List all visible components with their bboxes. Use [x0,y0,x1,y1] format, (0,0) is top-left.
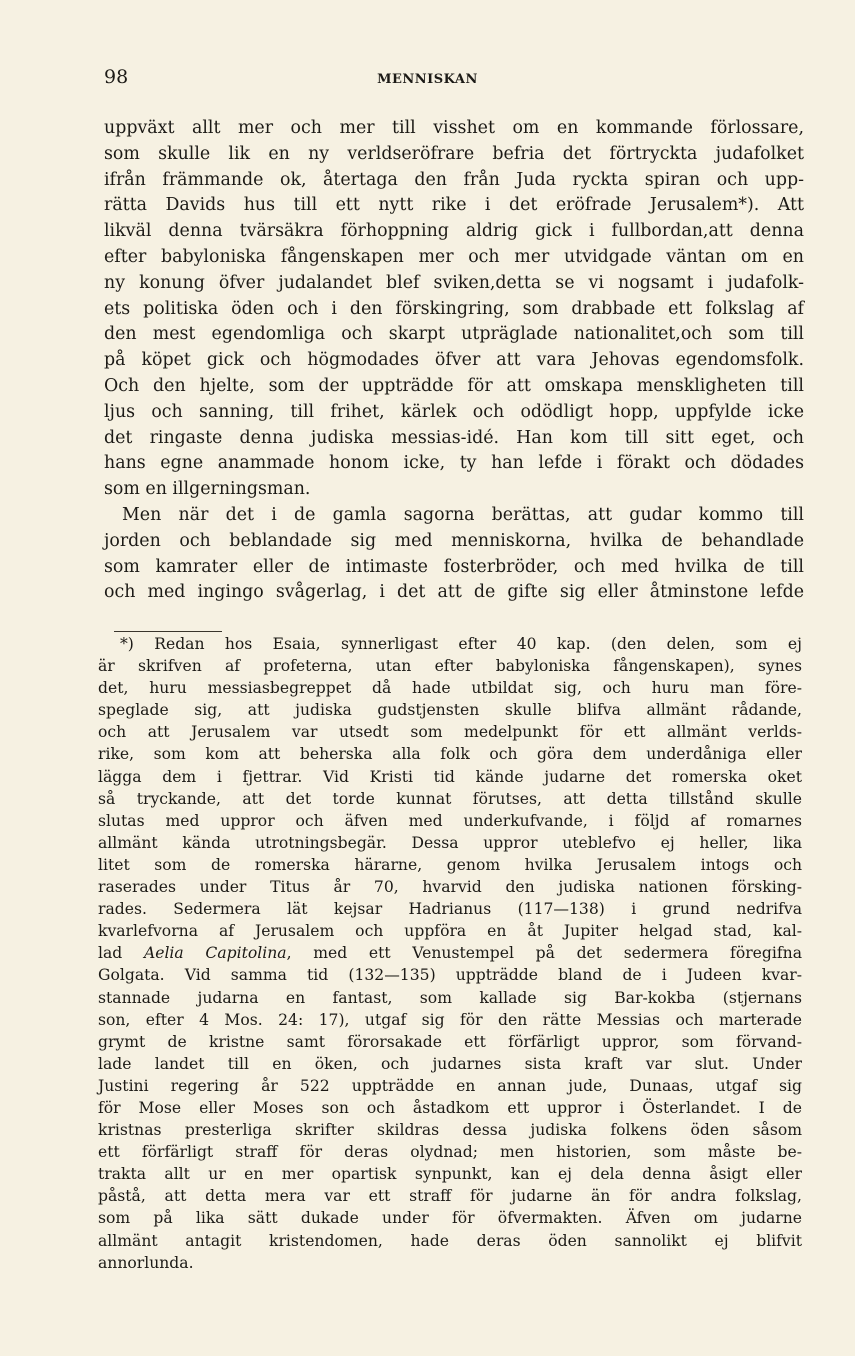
footnote-text: , med ett Venustempel på det sedermera föregifna [286,944,802,963]
footnote-line: trakta allt ur en mer opartisk synpunkt, kan ej dela denna åsigt eller [98,1165,802,1184]
text-line: ets politiska öden och i den förskingring, som drabbade ett folkslag af [104,298,804,319]
footnote-line: som på lika sätt dukade under för öfvermakten. Äfven om judarne [98,1209,802,1228]
running-head: MENNISKAN [377,72,478,87]
footnote-line: allmänt kända utrotningsbegär. Dessa uppror uteblefvo ej heller, lika [98,833,802,852]
text-line: Men när det i de gamla sagorna berättas, att gudar kommo till [122,504,804,525]
text-line: det ringaste denna judiska messias-idé. Han kom till sitt eget, och [104,427,804,448]
text-line: ljus och sanning, till frihet, kärlek och odödligt hopp, uppfylde icke [104,401,804,422]
footnote-line: Golgata. Vid samma tid (132—135) uppträdde bland de i Judeen kvar- [98,966,802,985]
text-line: Och den hjelte, som der uppträdde för att omskapa menskligheten till [104,375,804,396]
footnote-line: raserades under Titus år 70, hvarvid den judiska nationen försking- [98,878,802,897]
text-line: rätta Davids hus till ett nytt rike i det eröfrade Jerusalem*). Att [104,195,804,216]
footnote-line: allmänt antagit kristendomen, hade deras öden sannolikt ej blifvit [98,1231,802,1250]
footnote-line: *) Redan hos Esaia, synnerligast efter 40 kap. (den delen, som ej [120,635,802,653]
text-line: ny konung öfver judalandet blef sviken,detta se vi nogsamt i judafolk- [104,272,804,293]
footnote-line: Justini regering år 522 uppträdde en annan jude, Dunaas, utgaf sig [98,1076,802,1095]
footnote [98,633,802,1274]
footnote-line: lägga dem i fjettrar. Vid Kristi tid kände judarne det romerska oket [98,767,802,786]
footnote-line: och att Jerusalem var utsedt som medelpunkt för ett allmänt verlds- [98,723,802,742]
text-line: efter babyloniska fångenskapen mer och mer utvidgade väntan om en [104,246,804,267]
footnote-line: annorlunda. [98,1253,194,1272]
text-line: som kamrater eller de intimaste fosterbröder, och med hvilka de till [104,556,804,577]
text-line: på köpet gick och högmodades öfver att vara Jehovas egendomsfolk. [104,350,804,371]
footnote-line: ett förfärligt straff för deras olydnad; men historien, som måste be- [98,1143,802,1162]
footnote-line-with-italic [98,942,802,964]
text-line: jorden och beblandade sig med menniskorna, hvilka de behandlade [104,530,804,551]
footnote-line: speglade sig, att judiska gudstjensten skulle blifva allmänt rådande, [98,701,802,720]
footnote-line: kristnas presterliga skrifter skildras dessa judiska folkens öden såsom [98,1121,802,1140]
footnote-line: stannade judarna en fantast, som kallade sig Bar-kokba (stjernans [98,988,802,1007]
footnote-line: lade landet till en öken, och judarnes sista kraft var slut. Under [98,1054,802,1073]
page-number: 98 [104,66,129,88]
text-line: och med ingingo svågerlag, i det att de gifte sig eller åtminstone lefde [104,582,804,603]
text-line: som skulle lik en ny verldseröfrare befria det förtryckta judafolket [104,143,804,164]
footnote-line: grymt de kristne samt förorsakade ett förfärligt uppror, som förvand- [98,1032,802,1051]
text-line: uppväxt allt mer och mer till visshet om en kommande förlossare, [104,118,804,138]
footnote-line: kvarlefvorna af Jerusalem och uppföra en åt Jupiter helgad stad, kal- [98,922,802,941]
footnote-line: litet som de romerska härarne, genom hvilka Jerusalem intogs och [98,855,802,874]
footnote-line: så tryckande, att det torde kunnat förutses, att detta tillstånd skulle [98,789,802,808]
footnote-line: påstå, att detta mera var ett straff för judarne än för andra folkslag, [98,1187,802,1206]
text-line: hans egne anammade honom icke, ty han lefde i förakt och dödades [104,453,804,474]
footnote-text: lad [98,944,144,963]
text-line: som en illgerningsman. [104,479,311,500]
footnote-line: son, efter 4 Mos. 24: 17), utgaf sig för den rätte Messias och marterade [98,1010,802,1029]
footnote-divider [114,631,222,632]
footnote-line: rike, som kom att beherska alla folk och göra dem underdåniga eller [98,745,802,764]
footnote-line: slutas med uppror och äfven med underkufvande, i följd af romarnes [98,811,802,830]
main-text [104,116,804,606]
footnote-line: rades. Sedermera lät kejsar Hadrianus (117—138) i grund nedrifva [98,900,802,919]
text-line: den mest egendomliga och skarpt utpräglade nationalitet,och som till [104,324,804,345]
footnote-line: är skrifven af profeterna, utan efter babyloniska fångenskapen), synes [98,657,802,676]
italic-place-name: Aelia Capitolina [143,944,287,963]
text-line: ifrån främmande ok, återtaga den från Juda ryckta spiran och upp- [104,169,804,190]
footnote-line: för Mose eller Moses son och åstadkom ett uppror i Österlandet. I de [98,1098,802,1117]
footnote-line: det, huru messiasbegreppet då hade utbildat sig, och huru man före- [98,679,802,698]
text-line: likväl denna tvärsäkra förhoppning aldrig gick i fullbordan,att denna [104,221,804,242]
